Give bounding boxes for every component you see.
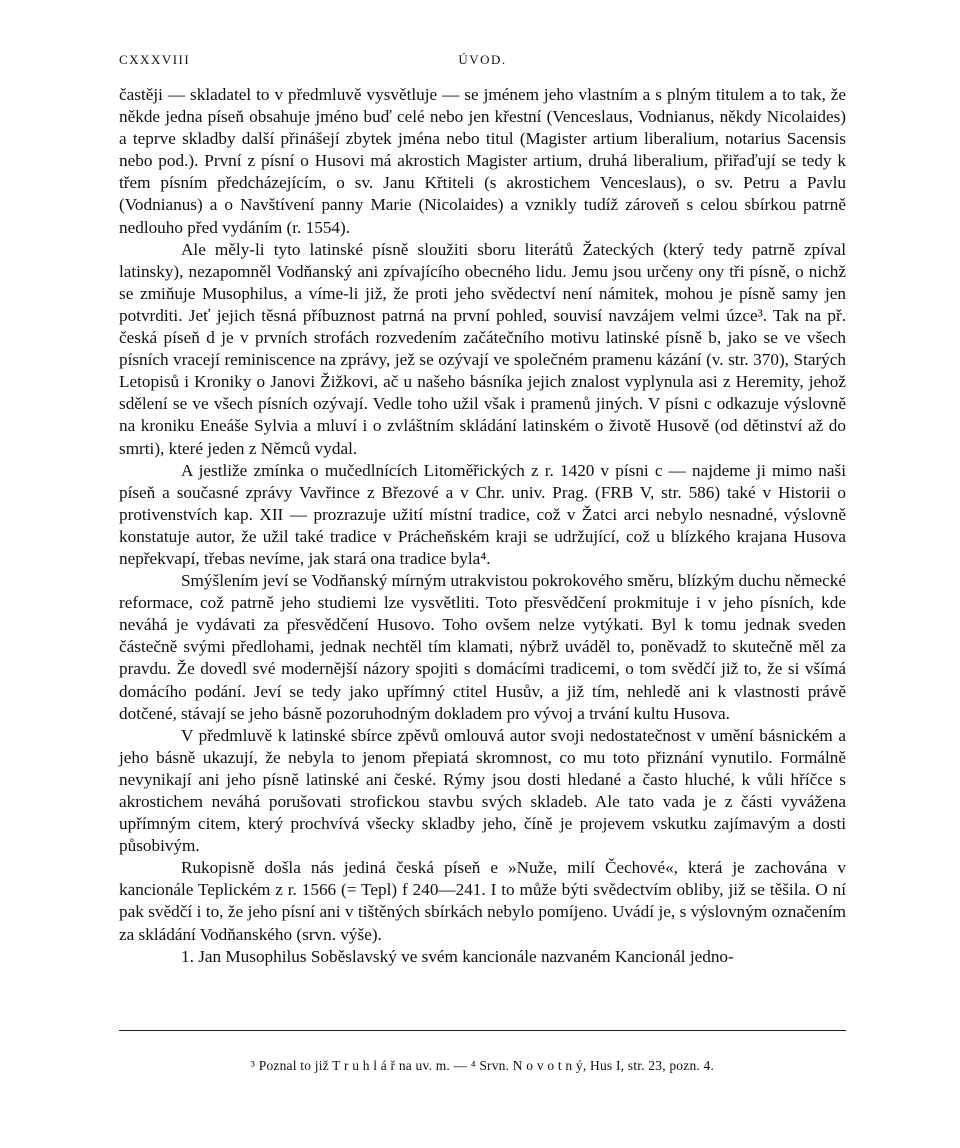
page-header xyxy=(119,52,846,72)
paragraph-3: A jestliže zmínka o mučedlnících Litoměřických z r. 1420 v písni c — najdeme ji mimo naši píseň a současné zprávy Vavřince z Březové a v Chr. univ. Prag. (FRB V, str. 586) také v Historii o protivenstvích kap. XII — prozrazuje užití místní tradice, což v Žatci arci nebylo nesnadné, výslovně konstatuje autor, že užil také tradice v Prácheňském kraji se udržující, což u blízkého krajana Husova nepřekvapí, třebas nevíme, jak stará ona tradice byla⁴. xyxy=(119,460,846,568)
list-item-1: 1. Jan Musophilus Soběslavský ve svém kancionále nazvaném Kancionál jedno- xyxy=(181,946,734,966)
footnotes: ³ Poznal to již T r u h l á ř na uv. m. — ⁴ Srvn. N o v o t n ý, Hus I, str. 23, pozn. 4. xyxy=(250,1058,715,1073)
page-number: CXXXVIII xyxy=(119,52,191,67)
running-title: ÚVOD. xyxy=(458,52,507,67)
page-body xyxy=(119,84,846,968)
paragraph-5: V předmluvě k latinské sbírce zpěvů omlouvá autor svoji nedostatečnost v umění básnickém a jeho básně ukazují, že nebyla to jenom přepiatá skromnost, co mu toto přiznání vynutilo. Formálně nevynikají ani jeho písně latinské ani české. Rýmy jsou dosti hledané a často hluché, k vůli hříčce s akrostichem neváhá porušovati strofickou stavbu svých skladeb. Ale tato vada je z části vyvážena upřímným citem, který prochvívá všecky skladby jeho, číně je projevem vskutku zajímavým a dosti působivým. xyxy=(119,725,846,856)
paragraph-6: Rukopisně došla nás jediná česká píseň e »Nuže, milí Čechové«, která je zachována v kancionále Teplickém z r. 1566 (= Tepl) f 240—241. I to může býti svědectvím obliby, již se těšila. O ní pak svědčí i to, že jeho písní ani v tištěných sbírkách nebylo pomíjeno. Uvádí je, s výslovným označením za skládání Vodňanského (srvn. výše). xyxy=(119,858,846,944)
paragraph-4: Smýšlením jeví se Vodňanský mírným utrakvistou pokrokového směru, blízkým duchu německé reformace, což patrně jeho studiemi lze vysvětliti. Toto přesvědčení prokmituje i v jeho písních, kde neváhá je vydávati za přesvědčení Husovo. Toho ovšem nelze vytýkati. Byl k tomu jednak sveden částečně svými předlohami, jednak nechtěl tím klamati, nýbrž uváděl to, poněvadž to skutečně měl za pravdu. Že dovedl své modernější názory spojiti s domácími tradicemi, o tom svědčí již to, že si všímá domácího podání. Jeví se tedy jako upřímný ctitel Husův, a již tím, nehledě ani k vlastnosti právě dotčené, stávají se jeho básně pozoruhodným dokladem pro vývoj a trvání kultu Husova. xyxy=(119,571,846,723)
paragraph-2: Ale měly-li tyto latinské písně sloužiti sboru literátů Žateckých (který tedy patrně zpíval latinsky), nezapomněl Vodňanský ani zpívajícího obecného lidu. Jemu jsou určeny ony tři písně, o nichž se zmiňuje Musophilus, a víme-li již, že proti jeho svědectví není námitek, mohou je písně samy jen potvrditi. Jeť jejich těsná příbuznost patrná na první pohled, souvisí navzájem velmi úzce³. Tak na př. česká píseň d je v prvních strofách rozvedením začátečního motivu latinské písně b, jako se ve všech písních vracejí reminiscence na zprávy, jež se ozývají ve společném pramenu kázání (v. str. 370), Starých Letopisů i Kroniky o Janovi Žižkovi, ač u našeho básníka jejich znalost vyplynula asi z Heremity, jehož sdělení se ve všech písních ozývají. Vedle toho užil však i pramenů jiných. V písni c odkazuje výslovně na kroniku Eneáše Sylvia a mluví i o zvláštním skládání latinském o životě Husově (od dětinství až do smrti), které jeden z Němců vydal. xyxy=(119,239,846,458)
paragraph-1: častěji — skladatel to v předmluvě vysvětluje — se jménem jeho vlastním a s plným titulem a to tak, že někde jedna píseň obsahuje jméno buď celé nebo jen křestní (Venceslaus, Vodnianus, někdy Nicolaides) a teprve skladby další přinášejí zbytek jména nebo titul (Magister artium liberalium, notarius Sacensis nebo pod.). První z písní o Husovi má akrostich Magister artium, druhá liberalium, přiřaďují se tedy k třem písním předcházejícím, o sv. Janu Křtiteli (s akrostichem Venceslaus), o sv. Petru a Pavlu (Vodnianus) a o Navštívení panny Marie (Nicolaides) a vznikly tudíž zároveň s celou sbírkou patrně nedlouho před vydáním (r. 1554). xyxy=(119,85,846,237)
footnote-rule xyxy=(119,1030,846,1031)
